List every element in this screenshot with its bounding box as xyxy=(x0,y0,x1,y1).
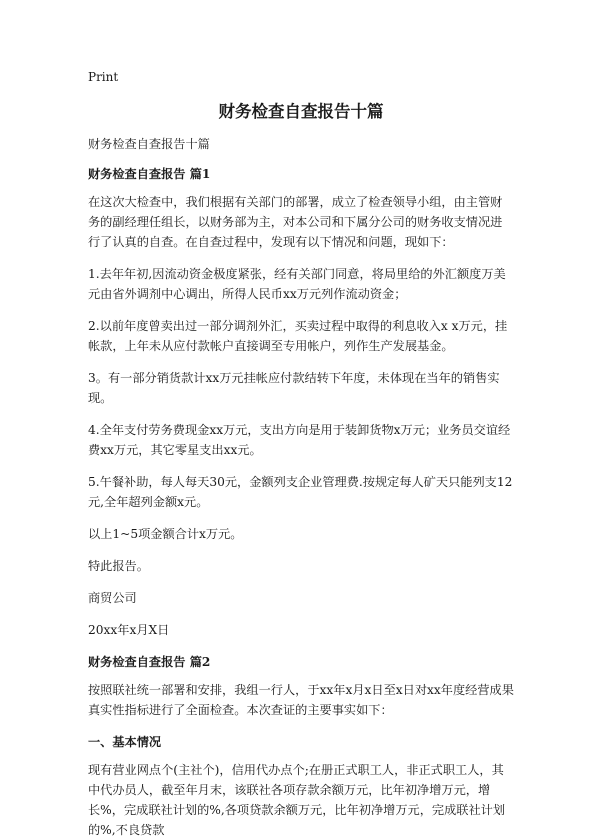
part1-item-2: 2.以前年度曾卖出过一部分调剂外汇，买卖过程中取得的利息收入x x万元，挂帐款，上年未从应付款帐户直接调至专用帐户，列作生产发展基金。 xyxy=(88,319,508,353)
part1-heading: 财务检查自查报告 篇1 xyxy=(88,167,211,181)
part1-total: 以上1~5项金额合计x万元。 xyxy=(88,527,243,541)
part1-item-3: 3。有一部分销货款计xx万元挂帐应付款结转下年度，未体现在当年的销售实现。 xyxy=(88,371,500,405)
part1-date: 20xx年x月X日 xyxy=(88,623,170,637)
part2-intro: 按照联社统一部署和安排，我组一行人，于xx年x月x日至x日对xx年度经营成果真实性指标进行了全面检查。本次查证的主要事实如下： xyxy=(88,683,514,717)
document-subtitle: 财务检查自查报告十篇 xyxy=(88,137,210,151)
part1-closing: 特此报告。 xyxy=(88,559,149,573)
part1-company: 商贸公司 xyxy=(88,591,137,605)
part1-item-4: 4.全年支付劳务费现金xx万元，支出方向是用于装卸货物x万元；业务员交谊经费xx万元，其它零星支出xx元。 xyxy=(88,423,511,457)
part2-heading: 财务检查自查报告 篇2 xyxy=(88,655,211,669)
print-label[interactable]: Print xyxy=(88,70,119,84)
part1-item-5: 5.午餐补助，每人每天30元，金额列支企业管理费.按规定每人矿天只能列支12元,全年超列金额x元。 xyxy=(88,475,513,509)
part1-item-1: 1.去年年初,因流动资金极度紧张，经有关部门同意，将局里给的外汇额度万美元由省外调剂中心调出，所得人民币xx万元列作流动资金； xyxy=(88,267,506,301)
part2-section-text: 现有营业网点个(主社个)，信用代办点个;在册正式职工人，非正式职工人，其中代办员人，截至年月末，该联社各项存款余额万元，比年初净增万元，增长%，完成联社计划的%,各项贷款余额万元，比年初净增万元，完成联社计划的%,不良贷款 xyxy=(88,763,506,837)
part2-section-heading: 一、基本情况 xyxy=(88,735,162,749)
part1-paragraph-intro: 在这次大检查中，我们根据有关部门的部署，成立了检查领导小组，由主管财务的副经理任组长，以财务部为主，对本公司和下属分公司的财务收支情况进行了认真的自查。在自查过程中，发现有以下情况和问题，现如下： xyxy=(88,195,503,249)
document-title: 财务检查自查报告十篇 xyxy=(218,102,384,121)
